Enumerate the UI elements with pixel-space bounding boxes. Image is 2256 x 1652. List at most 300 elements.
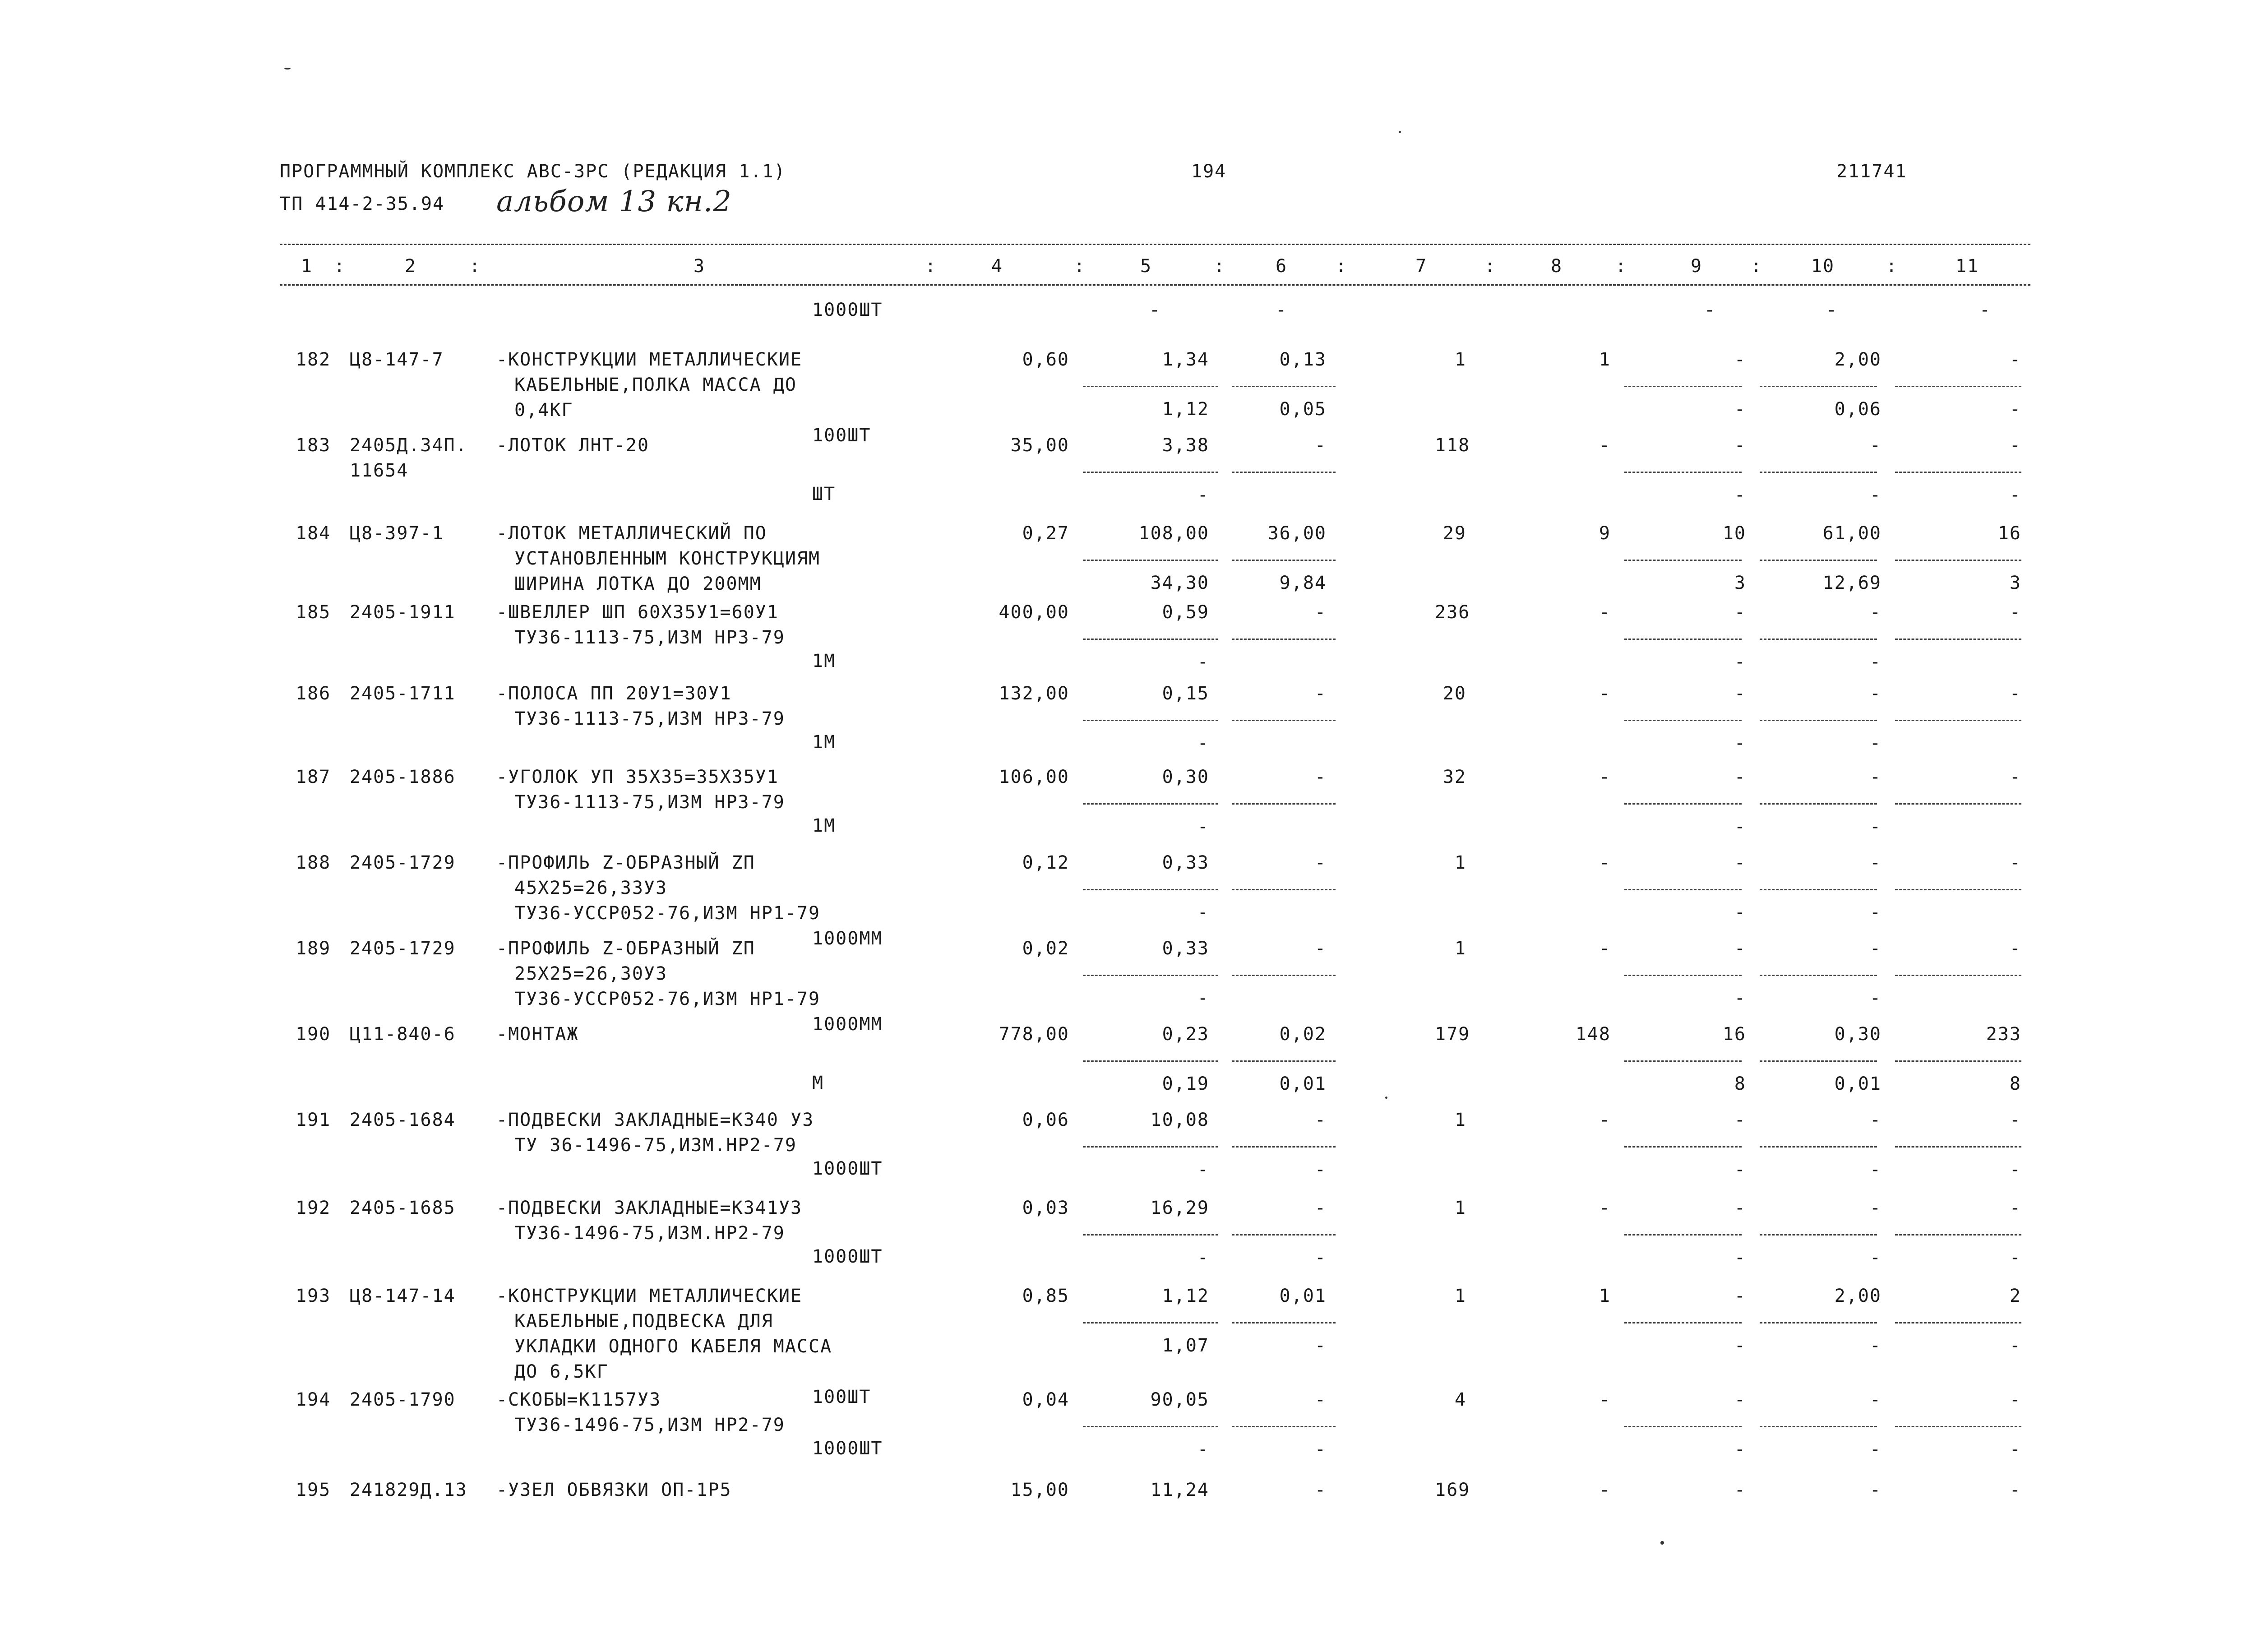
c8-cell: - [1599, 938, 1611, 959]
subtotal-rule [1760, 889, 1877, 890]
subtotal-rule [1895, 472, 2021, 473]
subtotal-rule [1895, 1322, 2021, 1323]
header-rule-bottom [280, 284, 2030, 286]
continuation-col6: - [1275, 300, 1288, 320]
c9-cell: - [1734, 1286, 1746, 1306]
item-description: -ПРОФИЛЬ Z-ОБРАЗНЫЙ ZП [496, 938, 755, 959]
subtotal-rule [1760, 1146, 1877, 1148]
column-separator: : [334, 256, 346, 277]
subtotal-rule [1624, 1060, 1742, 1062]
item-description: -МОНТАЖ [496, 1024, 579, 1045]
subtotal-rule [1895, 639, 2021, 640]
c9-cell: - [1734, 988, 1746, 1009]
column-header-11: 11 [1955, 256, 1979, 277]
c5-cell: 0,15 [1162, 683, 1209, 704]
c9-cell: - [1734, 902, 1746, 923]
subtotal-rule [1083, 1234, 1218, 1236]
quantity-cell: 15,00 [1010, 1480, 1069, 1500]
c5-cell: - [1197, 733, 1209, 754]
c10-cell: - [1869, 902, 1882, 923]
c10-cell: - [1869, 1480, 1882, 1500]
c10-cell: - [1869, 652, 1882, 672]
c6-cell: - [1314, 1389, 1327, 1410]
subtotal-rule [1232, 386, 1336, 387]
resource-code: 2405-1729 [350, 938, 456, 959]
subtotal-rule [1624, 975, 1742, 976]
c5-cell: 0,33 [1162, 852, 1209, 873]
c8-cell: - [1599, 1480, 1611, 1500]
c10-cell: - [1869, 1247, 1882, 1268]
c7-cell: 1 [1454, 938, 1466, 959]
column-separator: : [1484, 256, 1497, 277]
c5-cell: - [1197, 1159, 1209, 1180]
c5-cell: 34,30 [1150, 573, 1209, 593]
c11-cell: - [2009, 683, 2021, 704]
subtotal-rule [1232, 889, 1336, 890]
c6-cell: 0,05 [1279, 399, 1327, 420]
column-separator: : [469, 256, 481, 277]
subtotal-rule [1083, 560, 1218, 561]
subtotal-rule [1083, 1426, 1218, 1427]
item-description: ТУ36-УССР052-76,ИЗМ НР1-79 [514, 989, 821, 1009]
c11-cell: - [2009, 435, 2021, 456]
item-description: ТУ36-УССР052-76,ИЗМ НР1-79 [514, 903, 821, 924]
unit-of-measure: 1000ШТ [812, 1438, 883, 1459]
subtotal-rule [1624, 386, 1742, 387]
c9-cell: - [1734, 652, 1746, 672]
c10-cell: 2,00 [1834, 1286, 1882, 1306]
c10-cell: - [1869, 1159, 1882, 1180]
c9-cell: - [1734, 349, 1746, 370]
subtotal-rule [1624, 472, 1742, 473]
c7-cell: 1 [1454, 1110, 1466, 1130]
c10-cell: 12,69 [1822, 573, 1882, 593]
c5-cell: 1,12 [1162, 399, 1209, 420]
subtotal-rule [1083, 975, 1218, 976]
unit-of-measure: 1000ММ [812, 928, 883, 949]
row-number: 189 [296, 938, 331, 959]
c11-cell: 3 [2009, 573, 2021, 593]
c9-cell: - [1734, 1247, 1746, 1268]
c5-cell: 108,00 [1138, 523, 1209, 544]
scan-speck [284, 68, 291, 69]
c9-cell: - [1734, 816, 1746, 837]
item-description: ТУ36-1113-75,ИЗМ НР3-79 [514, 708, 785, 729]
column-separator: : [1886, 256, 1898, 277]
c10-cell: - [1869, 683, 1882, 704]
subtotal-rule [1895, 560, 2021, 561]
c9-cell: - [1734, 435, 1746, 456]
c10-cell: - [1869, 988, 1882, 1009]
quantity-cell: 0,60 [1022, 349, 1069, 370]
row-number: 193 [296, 1286, 331, 1306]
program-title: ПРОГРАММНЫЙ КОМПЛЕКС АВС-3РС (РЕДАКЦИЯ 1.1) [280, 161, 786, 182]
subtotal-rule [1083, 472, 1218, 473]
c7-cell: 118 [1435, 435, 1470, 456]
unit-of-measure: М [812, 1073, 824, 1093]
c6-cell: - [1314, 1198, 1327, 1218]
subtotal-rule [1624, 889, 1742, 890]
subtotal-rule [1624, 560, 1742, 561]
c7-cell: 32 [1442, 767, 1466, 787]
c5-cell: - [1197, 1439, 1209, 1460]
resource-code: 11654 [350, 460, 409, 481]
column-header-5: 5 [1140, 256, 1152, 277]
column-header-1: 1 [300, 256, 313, 277]
subtotal-rule [1232, 472, 1336, 473]
c5-cell: 0,33 [1162, 938, 1209, 959]
subtotal-rule [1624, 1322, 1742, 1323]
c5-cell: 0,59 [1162, 602, 1209, 623]
c8-cell: 1 [1599, 349, 1611, 370]
c6-cell: - [1314, 435, 1327, 456]
continuation-col9: - [1704, 300, 1716, 320]
subtotal-rule [1232, 1060, 1336, 1062]
c5-cell: 1,12 [1162, 1286, 1209, 1306]
c11-cell: - [2009, 485, 2021, 505]
c9-cell: - [1734, 683, 1746, 704]
c5-cell: 0,23 [1162, 1024, 1209, 1045]
document-code: 211741 [1836, 161, 1907, 182]
c11-cell: - [2009, 1480, 2021, 1500]
c7-cell: 1 [1454, 349, 1466, 370]
continuation-col11: - [1979, 300, 1992, 320]
c5-cell: 3,38 [1162, 435, 1209, 456]
column-separator: : [925, 256, 937, 277]
resource-code: Ц8-147-14 [350, 1286, 456, 1306]
row-number: 188 [296, 852, 331, 873]
column-header-6: 6 [1275, 256, 1288, 277]
c9-cell: - [1734, 1198, 1746, 1218]
item-description: -ПОДВЕСКИ ЗАКЛАДНЫЕ=К340 У3 [496, 1110, 814, 1130]
column-separator: : [1615, 256, 1627, 277]
unit-of-measure: 1000ММ [812, 1014, 883, 1035]
item-description: 25Х25=26,30У3 [514, 963, 668, 984]
continuation-unit: 1000ШТ [812, 300, 883, 320]
c5-cell: 0,30 [1162, 767, 1209, 787]
c8-cell: - [1599, 1110, 1611, 1130]
column-header-10: 10 [1811, 256, 1835, 277]
c8-cell: 9 [1599, 523, 1611, 544]
c5-cell: 16,29 [1150, 1198, 1209, 1218]
column-header-8: 8 [1550, 256, 1563, 277]
row-number: 185 [296, 602, 331, 623]
c10-cell: - [1869, 733, 1882, 754]
quantity-cell: 35,00 [1010, 435, 1069, 456]
c9-cell: - [1734, 1335, 1746, 1356]
scan-speck [1385, 1097, 1387, 1099]
c8-cell: - [1599, 767, 1611, 787]
column-header-3: 3 [693, 256, 706, 277]
subtotal-rule [1760, 1234, 1877, 1236]
c9-cell: - [1734, 852, 1746, 873]
quantity-cell: 778,00 [999, 1024, 1069, 1045]
c6-cell: - [1314, 1110, 1327, 1130]
subtotal-rule [1232, 975, 1336, 976]
item-description: -СКОБЫ=К1157У3 [496, 1389, 661, 1410]
c11-cell: 2 [2009, 1286, 2021, 1306]
resource-code: 2405-1729 [350, 852, 456, 873]
c11-cell: - [2009, 349, 2021, 370]
c6-cell: 0,02 [1279, 1024, 1327, 1045]
c10-cell: - [1869, 1389, 1882, 1410]
subtotal-rule [1232, 1146, 1336, 1148]
project-code: ТП 414-2-35.94 [280, 194, 445, 214]
scan-speck [1399, 131, 1401, 133]
c9-cell: - [1734, 1480, 1746, 1500]
item-description: УСТАНОВЛЕННЫМ КОНСТРУКЦИЯМ [514, 548, 821, 569]
row-number: 183 [296, 435, 331, 456]
subtotal-rule [1232, 720, 1336, 721]
subtotal-rule [1760, 803, 1877, 805]
subtotal-rule [1760, 1426, 1877, 1427]
subtotal-rule [1895, 975, 2021, 976]
c11-cell: - [2009, 1247, 2021, 1268]
item-description: ТУ36-1113-75,ИЗМ НР3-79 [514, 627, 785, 648]
subtotal-rule [1624, 720, 1742, 721]
subtotal-rule [1624, 639, 1742, 640]
resource-code: 2405-1911 [350, 602, 456, 623]
c6-cell: 0,01 [1279, 1074, 1327, 1094]
subtotal-rule [1624, 1234, 1742, 1236]
subtotal-rule [1083, 889, 1218, 890]
subtotal-rule [1083, 1060, 1218, 1062]
continuation-col10: - [1826, 300, 1838, 320]
subtotal-rule [1232, 1322, 1336, 1323]
row-number: 191 [296, 1110, 331, 1130]
item-description: -ПОДВЕСКИ ЗАКЛАДНЫЕ=К341У3 [496, 1198, 803, 1218]
item-description: ТУ36-1496-75,ИЗМ.НР2-79 [514, 1223, 785, 1244]
c8-cell: - [1599, 1198, 1611, 1218]
c6-cell: - [1314, 1439, 1327, 1460]
c10-cell: - [1869, 767, 1882, 787]
item-description: -КОНСТРУКЦИИ МЕТАЛЛИЧЕСКИЕ [496, 1286, 803, 1306]
item-description: ТУ36-1496-75,ИЗМ НР2-79 [514, 1415, 785, 1435]
c10-cell: - [1869, 485, 1882, 505]
c5-cell: - [1197, 652, 1209, 672]
subtotal-rule [1760, 472, 1877, 473]
c9-cell: - [1734, 938, 1746, 959]
c7-cell: 1 [1454, 1198, 1466, 1218]
c11-cell: - [2009, 767, 2021, 787]
subtotal-rule [1895, 803, 2021, 805]
handwritten-note: альбом 13 кн.2 [496, 185, 732, 218]
item-description: КАБЕЛЬНЫЕ,ПОДВЕСКА ДЛЯ [514, 1311, 773, 1332]
c10-cell: - [1869, 1198, 1882, 1218]
subtotal-rule [1232, 803, 1336, 805]
c7-cell: 4 [1454, 1389, 1466, 1410]
c9-cell: - [1734, 767, 1746, 787]
c7-cell: 236 [1435, 602, 1470, 623]
c9-cell: 16 [1722, 1024, 1746, 1045]
subtotal-rule [1760, 1322, 1877, 1323]
subtotal-rule [1232, 1234, 1336, 1236]
c9-cell: - [1734, 733, 1746, 754]
c9-cell: - [1734, 1389, 1746, 1410]
quantity-cell: 0,06 [1022, 1110, 1069, 1130]
c6-cell: - [1314, 938, 1327, 959]
item-description: ШИРИНА ЛОТКА ДО 200ММ [514, 574, 762, 594]
c8-cell: - [1599, 602, 1611, 623]
quantity-cell: 0,04 [1022, 1389, 1069, 1410]
c9-cell: - [1734, 1159, 1746, 1180]
subtotal-rule [1760, 386, 1877, 387]
c9-cell: - [1734, 1439, 1746, 1460]
row-number: 182 [296, 349, 331, 370]
row-number: 195 [296, 1480, 331, 1500]
c6-cell: 0,13 [1279, 349, 1327, 370]
c7-cell: 1 [1454, 1286, 1466, 1306]
page-number: 194 [1191, 161, 1227, 182]
subtotal-rule [1083, 1146, 1218, 1148]
resource-code: 2405-1685 [350, 1198, 456, 1218]
unit-of-measure: 1000ШТ [812, 1158, 883, 1179]
c6-cell: 9,84 [1279, 573, 1327, 593]
item-description: ТУ 36-1496-75,ИЗМ.НР2-79 [514, 1135, 797, 1156]
c8-cell: - [1599, 435, 1611, 456]
unit-of-measure: ШТ [812, 484, 836, 504]
c10-cell: - [1869, 1110, 1882, 1130]
column-separator: : [1751, 256, 1763, 277]
c9-cell: - [1734, 399, 1746, 420]
c10-cell: 61,00 [1822, 523, 1882, 544]
c9-cell: - [1734, 485, 1746, 505]
quantity-cell: 0,12 [1022, 852, 1069, 873]
c5-cell: 1,34 [1162, 349, 1209, 370]
c10-cell: 2,00 [1834, 349, 1882, 370]
c10-cell: 0,06 [1834, 399, 1882, 420]
subtotal-rule [1760, 1060, 1877, 1062]
unit-of-measure: 1М [812, 651, 836, 671]
item-description: ДО 6,5КГ [514, 1361, 609, 1382]
c10-cell: - [1869, 1439, 1882, 1460]
c10-cell: - [1869, 435, 1882, 456]
subtotal-rule [1895, 1234, 2021, 1236]
resource-code: 2405-1790 [350, 1389, 456, 1410]
subtotal-rule [1895, 1060, 2021, 1062]
c11-cell: - [2009, 399, 2021, 420]
c8-cell: - [1599, 852, 1611, 873]
subtotal-rule [1232, 560, 1336, 561]
c11-cell: - [2009, 1389, 2021, 1410]
c8-cell: - [1599, 683, 1611, 704]
subtotal-rule [1083, 720, 1218, 721]
unit-of-measure: 100ШТ [812, 425, 871, 446]
c9-cell: 8 [1734, 1074, 1746, 1094]
unit-of-measure: 100ШТ [812, 1387, 871, 1407]
c5-cell: 90,05 [1150, 1389, 1209, 1410]
item-description: -УЗЕЛ ОБВЯЗКИ ОП-1Р5 [496, 1480, 732, 1500]
c11-cell: 8 [2009, 1074, 2021, 1094]
c6-cell: - [1314, 852, 1327, 873]
row-number: 187 [296, 767, 331, 787]
c6-cell: - [1314, 767, 1327, 787]
column-separator: : [1336, 256, 1348, 277]
c5-cell: - [1197, 902, 1209, 923]
item-description: УКЛАДКИ ОДНОГО КАБЕЛЯ МАССА [514, 1336, 832, 1357]
row-number: 186 [296, 683, 331, 704]
resource-code: 2405Д.34П. [350, 435, 467, 456]
item-description: -КОНСТРУКЦИИ МЕТАЛЛИЧЕСКИЕ [496, 349, 803, 370]
scan-speck [1660, 1541, 1664, 1545]
quantity-cell: 106,00 [999, 767, 1069, 787]
subtotal-rule [1624, 1146, 1742, 1148]
c6-cell: - [1314, 683, 1327, 704]
item-description: 0,4КГ [514, 400, 573, 421]
c7-cell: 20 [1442, 683, 1466, 704]
c9-cell: - [1734, 602, 1746, 623]
c7-cell: 179 [1435, 1024, 1470, 1045]
resource-code: Ц8-397-1 [350, 523, 444, 544]
resource-code: Ц11-840-6 [350, 1024, 456, 1045]
unit-of-measure: 1000ШТ [812, 1246, 883, 1267]
resource-code: Ц8-147-7 [350, 349, 444, 370]
item-description: -ПРОФИЛЬ Z-ОБРАЗНЫЙ ZП [496, 852, 755, 873]
c11-cell: - [2009, 1439, 2021, 1460]
subtotal-rule [1760, 639, 1877, 640]
c6-cell: - [1314, 1480, 1327, 1500]
subtotal-rule [1624, 803, 1742, 805]
subtotal-rule [1232, 1426, 1336, 1427]
c11-cell: - [2009, 1110, 2021, 1130]
subtotal-rule [1760, 560, 1877, 561]
c6-cell: - [1314, 1247, 1327, 1268]
subtotal-rule [1083, 639, 1218, 640]
column-header-4: 4 [991, 256, 1003, 277]
c10-cell: 0,30 [1834, 1024, 1882, 1045]
c10-cell: 0,01 [1834, 1074, 1882, 1094]
subtotal-rule [1760, 975, 1877, 976]
quantity-cell: 400,00 [999, 602, 1069, 623]
c8-cell: 1 [1599, 1286, 1611, 1306]
c6-cell: 36,00 [1267, 523, 1327, 544]
quantity-cell: 132,00 [999, 683, 1069, 704]
c5-cell: - [1197, 1247, 1209, 1268]
c11-cell: - [2009, 602, 2021, 623]
resource-code: 241829Д.13 [350, 1480, 467, 1500]
subtotal-rule [1083, 803, 1218, 805]
row-number: 190 [296, 1024, 331, 1045]
c10-cell: - [1869, 1335, 1882, 1356]
c10-cell: - [1869, 816, 1882, 837]
c5-cell: - [1197, 485, 1209, 505]
quantity-cell: 0,27 [1022, 523, 1069, 544]
c5-cell: 0,19 [1162, 1074, 1209, 1094]
c11-cell: 16 [1997, 523, 2021, 544]
unit-of-measure: 1М [812, 732, 836, 753]
c8-cell: 148 [1575, 1024, 1611, 1045]
c6-cell: - [1314, 1335, 1327, 1356]
c5-cell: - [1197, 988, 1209, 1009]
row-number: 194 [296, 1389, 331, 1410]
subtotal-rule [1232, 639, 1336, 640]
c11-cell: - [2009, 1159, 2021, 1180]
c9-cell: - [1734, 1110, 1746, 1130]
header-rule-top [280, 244, 2030, 245]
unit-of-measure: 1М [812, 815, 836, 836]
column-header-9: 9 [1690, 256, 1703, 277]
c5-cell: 11,24 [1150, 1480, 1209, 1500]
resource-code: 2405-1886 [350, 767, 456, 787]
c5-cell: 1,07 [1162, 1335, 1209, 1356]
item-description: -ШВЕЛЛЕР ШП 60Х35У1=60У1 [496, 602, 779, 623]
c10-cell: - [1869, 852, 1882, 873]
c5-cell: - [1197, 816, 1209, 837]
c5-cell: 10,08 [1150, 1110, 1209, 1130]
c11-cell: - [2009, 1198, 2021, 1218]
c9-cell: 3 [1734, 573, 1746, 593]
c6-cell: - [1314, 1159, 1327, 1180]
